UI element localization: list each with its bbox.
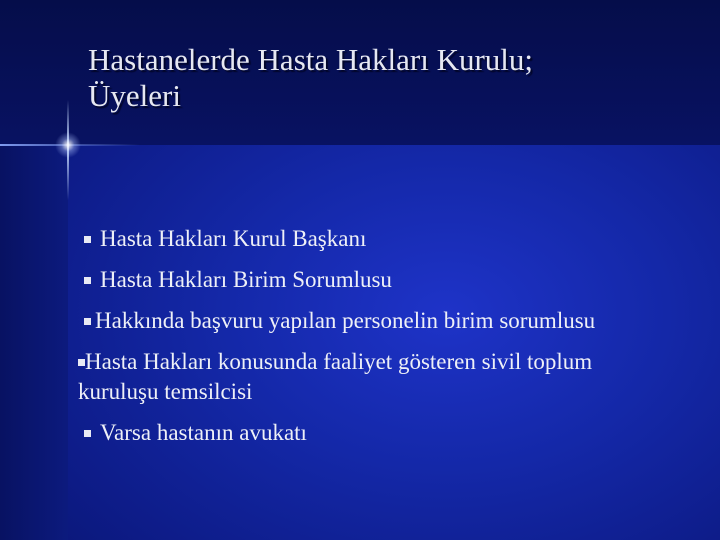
list-item-text: Varsa hastanın avukatı [100, 420, 307, 445]
slide-title-line2: Üyeleri [88, 78, 181, 113]
list-item [78, 347, 598, 407]
list-item [84, 418, 694, 448]
list-item-text: Hasta Hakları konusunda faaliyet gösteren sivil toplum kuruluşu temsilcisi [78, 349, 593, 404]
sparkle-icon [55, 132, 81, 158]
square-bullet-icon [84, 430, 91, 437]
list-item [84, 306, 694, 336]
list-item-text: Hakkında başvuru yapılan personelin birim sorumlusu [95, 308, 596, 333]
square-bullet-icon [84, 236, 91, 243]
slide-title-line1: Hastanelerde Hasta Hakları Kurulu; [88, 42, 534, 77]
left-band [0, 145, 68, 540]
square-bullet-icon [84, 318, 91, 325]
list-item [84, 265, 694, 295]
list-item [84, 224, 694, 254]
list-item-text: Hasta Hakları Birim Sorumlusu [100, 267, 392, 292]
square-bullet-icon [78, 359, 85, 366]
square-bullet-icon [84, 277, 91, 284]
member-list [78, 224, 694, 459]
slide-title [88, 42, 688, 114]
list-item-text: Hasta Hakları Kurul Başkanı [100, 226, 367, 251]
